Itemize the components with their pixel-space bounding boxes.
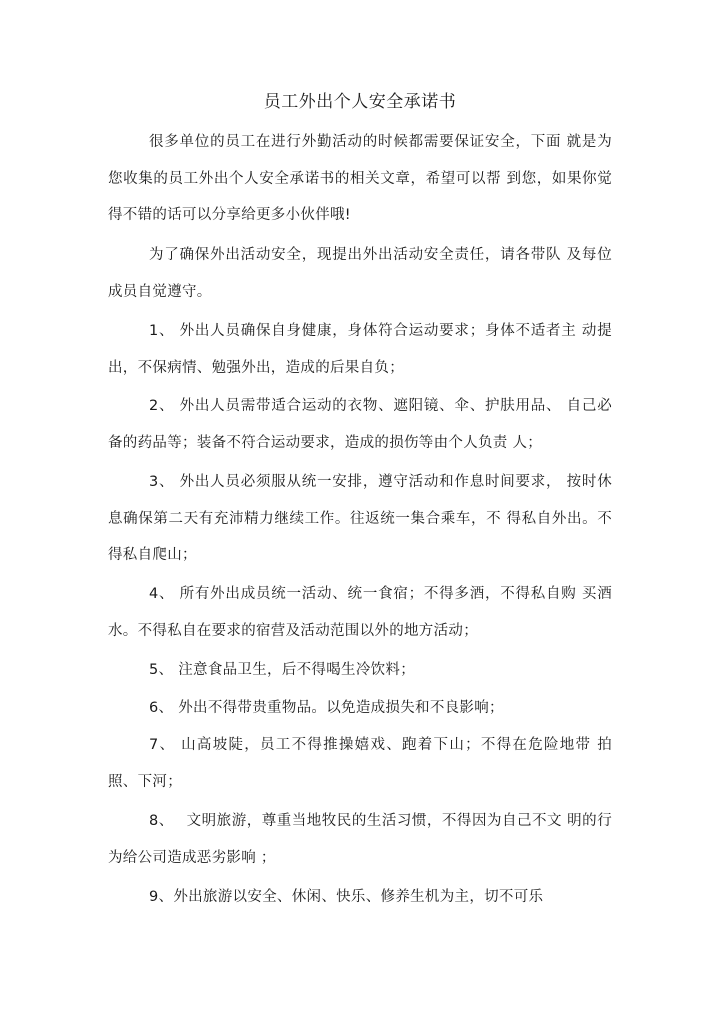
page-title: 员工外出个人安全承诺书 — [263, 92, 457, 112]
rule-item-6: 6、 外出不得带贵重物品。以免造成损失和不良影响； — [149, 700, 504, 716]
rule-item-7: 7、 山高坡陡，员工不得推操嬉戏、跑着下山；不得在危险地带 拍照、下河； — [108, 737, 612, 790]
rule-item-4: 4、 所有外出成员统一活动、统一食宿；不得多酒，不得私自购 买酒水。不得私自在要求的宿营及活动范围以外的地方活动； — [108, 586, 612, 639]
intro-paragraph: 很多单位的员工在进行外勤活动的时候都需要保证安全，下面 就是为您收集的员工外出个人安全承诺书的相关文章，希望可以帮 到您，如果你觉得不错的话可以分享给更多小伙伴哦! — [108, 134, 612, 223]
rule-item-8: 8、 文明旅游，尊重当地牧民的生活习惯，不得因为自己不文 明的行为给公司造成恶劣影响 ； — [108, 813, 612, 866]
rule-item-2: 2、 外出人员需带适合运动的衣物、遮阳镜、伞、护肤用品、 自己必备的药品等；装备不符合运动要求，造成的损伤等由个人负责 人； — [108, 398, 612, 451]
rule-item-9: 9、外出旅游以安全、休闲、快乐、修养生机为主，切不可乐 — [149, 889, 544, 905]
rule-item-3: 3、 外出人员必须服从统一安排，遵守活动和作息时间要求， 按时休息确保第二天有充沛精力继续工作。往返统一集合乘车，不 得私自外出。不得私自爬山； — [108, 474, 612, 563]
rule-item-1: 1、 外出人员确保自身健康，身体符合运动要求；身体不适者主 动提出，不保病情、勉强外出，造成的后果自负； — [108, 323, 612, 376]
rule-item-5: 5、 注意食品卫生，后不得喝生冷饮料； — [149, 662, 416, 678]
call-paragraph: 为了确保外出活动安全，现提出外出活动安全责任，请各带队 及每位成员自觉遵守。 — [108, 247, 612, 300]
